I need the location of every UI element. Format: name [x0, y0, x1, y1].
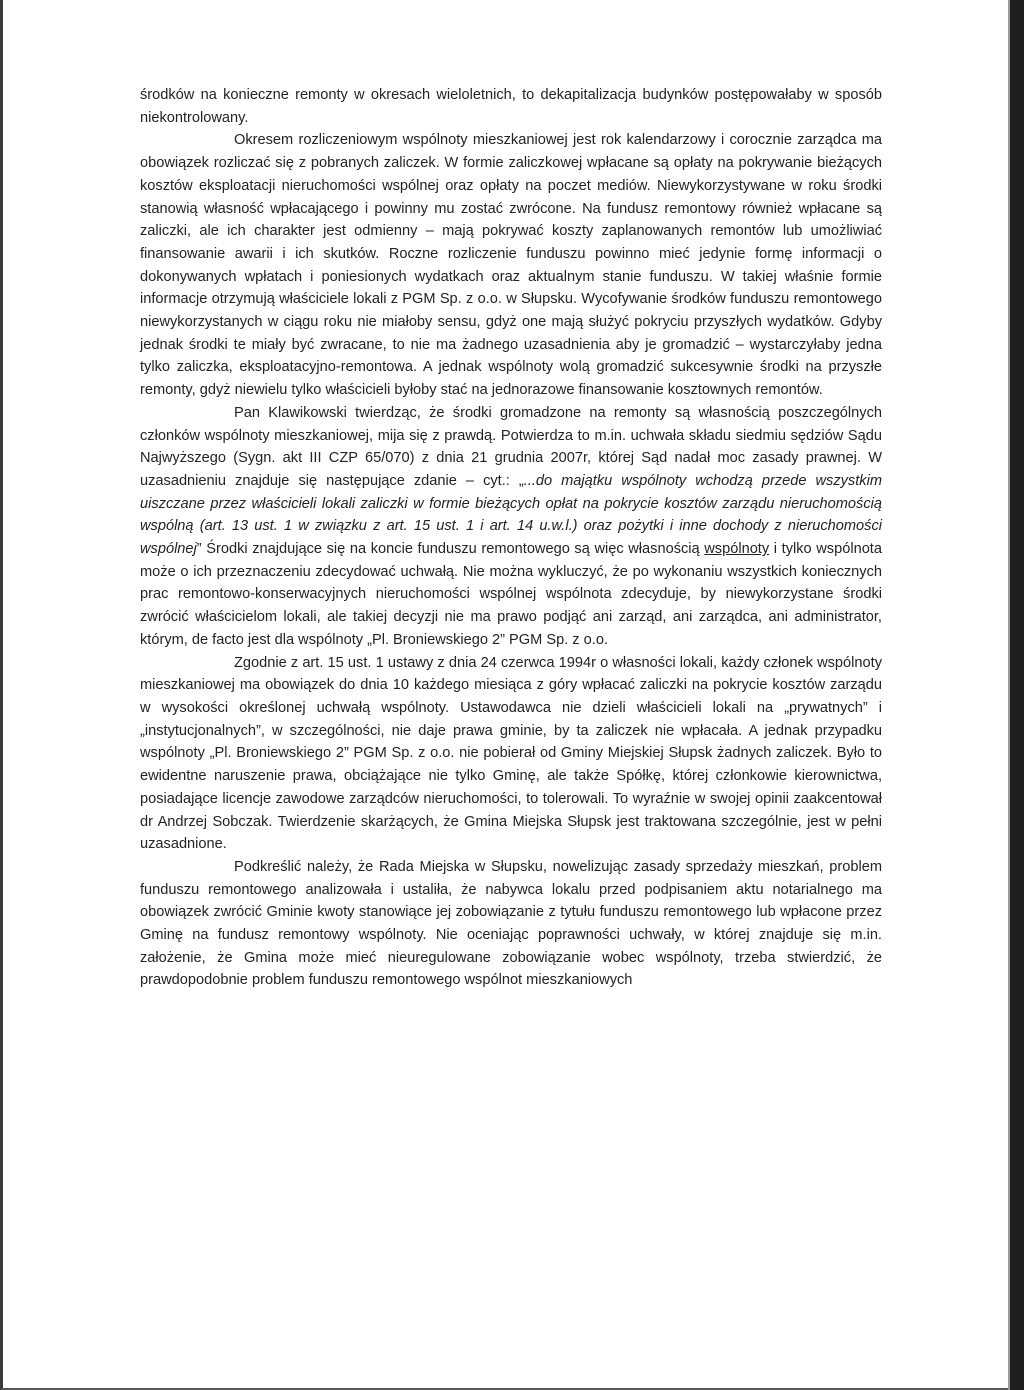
- paragraph-text: ” Środki znajdujące się na koncie funduszu remontowego są więc własnością: [196, 541, 705, 558]
- paragraph-city-council: Podkreślić należy, że Rada Miejska w Słupsku, nowelizując zasady sprzedaży mieszkań, problem funduszu remontowego analizowała i ustaliła, że nabywca lokalu przed podpisaniem aktu notarialnego ma obowiązek zwrócić Gminie kwoty stanowiące jej zobowiązanie z tytułu funduszu remontowego lub wpłacone przez Gminę na fundusz remontowy wspólnoty. Nie oceniając poprawności uchwały, w której znajduje się m.in. założenie, że Gmina może mieć nieuregulowane zobowiązanie wobec wspólnoty, trzeba stwierdzić, że prawdopodobnie problem funduszu remontowego wspólnot mieszkaniowych: [140, 858, 882, 989]
- paragraph-text: i tylko wspólnota może o ich przeznaczeniu zdecydować uchwałą. Nie można wykluczyć, że po wykonaniu wszystkich koniecznych prac remontowo-konserwacyjnych nieruchomości wspólnej wspólnota zdecyduje, by niewykorzystane środki zwrócić właścicielom lokali, ale takiej decyzji nie ma prawo podjąć ani zarząd, ani zarządca, ani administrator, którym, de facto jest dla wspólnoty „Pl. Broniewskiego 2” PGM Sp. z o.o.: [140, 541, 882, 648]
- underlined-word: wspólnoty: [704, 541, 770, 558]
- paragraph-continuation: środków na konieczne remonty w okresach wieloletnich, to dekapitalizacja budynków postępowałaby w sposób niekontrolowany.: [140, 87, 882, 126]
- paragraph-text: Pan Klawikowski twierdząc, że środki gromadzone na remonty są własnością poszczególnych członków wspólnoty mieszkaniowej, mija się z prawdą. Potwierdza to m.in. uchwała składu siedmiu sędziów Sądu Najwyższego (Sygn. akt III CZP 65/070) z dnia 21 grudnia 2007r, której Sąd nadał moc zasady prawnej. W uzasadnieniu znajduje się następujące zdanie – cyt.: „: [140, 404, 882, 489]
- paragraph-settlement-period: Okresem rozliczeniowym wspólnoty mieszkaniowej jest rok kalendarzowy i corocznie zarządca ma obowiązek rozliczać się z pobranych zaliczek. W formie zaliczkowej wpłacane są opłaty na pokrywanie bieżących kosztów eksploatacji nieruchomości wspólnej oraz opłaty na poczet mediów. Niewykorzystywane w roku środki stanowią własność wpłacającego i powinny mu zostać zwrócone. Na fundusz remontowy również wpłacane są zaliczki, ale ich charakter jest odmienny – mają pokrywać koszty zaplanowanych remontów lub umożliwiać finansowanie awarii i ich skutków. Roczne rozliczenie funduszu powinno mieć jedynie formę informacji o dokonywanych wpłatach i poniesionych wydatkach oraz aktualnym stanie funduszu. W takiej właśnie formie informacje otrzymują właściciele lokali z PGM Sp. z o.o. w Słupsku. Wycofywanie środków funduszu remontowego niewykorzystanych w ciągu roku nie miałoby sensu, gdyż one mają służyć pokryciu przyszłych wydatków. Gdyby jednak środki te miały być zwracane, to nie ma żadnego uzasadnienia aby je gromadzić – wystarczyłaby jedna tylko zaliczka, eksploatacyjno-remontowa. A jednak wspólnoty wolą gromadzić sukcesywnie środki na przyszłe remonty, gdyż niewielu tylko właścicieli byłoby stać na jednorazowe finansowanie kosztownych remontów.: [140, 132, 882, 399]
- paragraph-statute-article: Zgodnie z art. 15 ust. 1 ustawy z dnia 24 czerwca 1994r o własności lokali, każdy członek wspólnoty mieszkaniowej ma obowiązek do dnia 10 każdego miesiąca z góry wpłacać zaliczki na pokrycie kosztów zarządu w wysokości określonej uchwałą wspólnoty. Ustawodawca nie dzieli właścicieli lokali na „prywatnych” i „instytucjonalnych”, w szczególności, nie daje prawa gminie, by ta zaliczek nie wpłacała. A jednak przypadku wspólnoty „Pl. Broniewskiego 2” PGM Sp. z o.o. nie pobierał od Gminy Miejskiej Słupsk żadnych zaliczek. Było to ewidentne naruszenie prawa, obciążające nie tylko Gminę, ale także Spółkę, której członkowie kierownictwa, posiadające licencje zawodowe zarządców nieruchomości, to tolerowali. To wyraźnie w swojej opinii zaakcentował dr Andrzej Sobczak. Twierdzenie skarżących, że Gmina Miejska Słupsk jest traktowana szczególnie, jest w pełni uzasadnione.: [140, 654, 882, 853]
- court-quote: ...do majątku wspólnoty wchodzą przede wszystkim uiszczane przez właścicieli lokali zaliczki w formie bieżących opłat na pokrycie kosztów zarządu nieruchomością wspólną (art. 13 ust. 1 w związku z art. 15 ust. 1 i art. 14 u.w.l.) oraz pożytki i inne dochody z nieruchomości wspólnej: [140, 472, 882, 558]
- scan-edge: [1010, 0, 1024, 1390]
- paragraph-supreme-court-resolution: [140, 402, 882, 652]
- document-page: [140, 84, 882, 992]
